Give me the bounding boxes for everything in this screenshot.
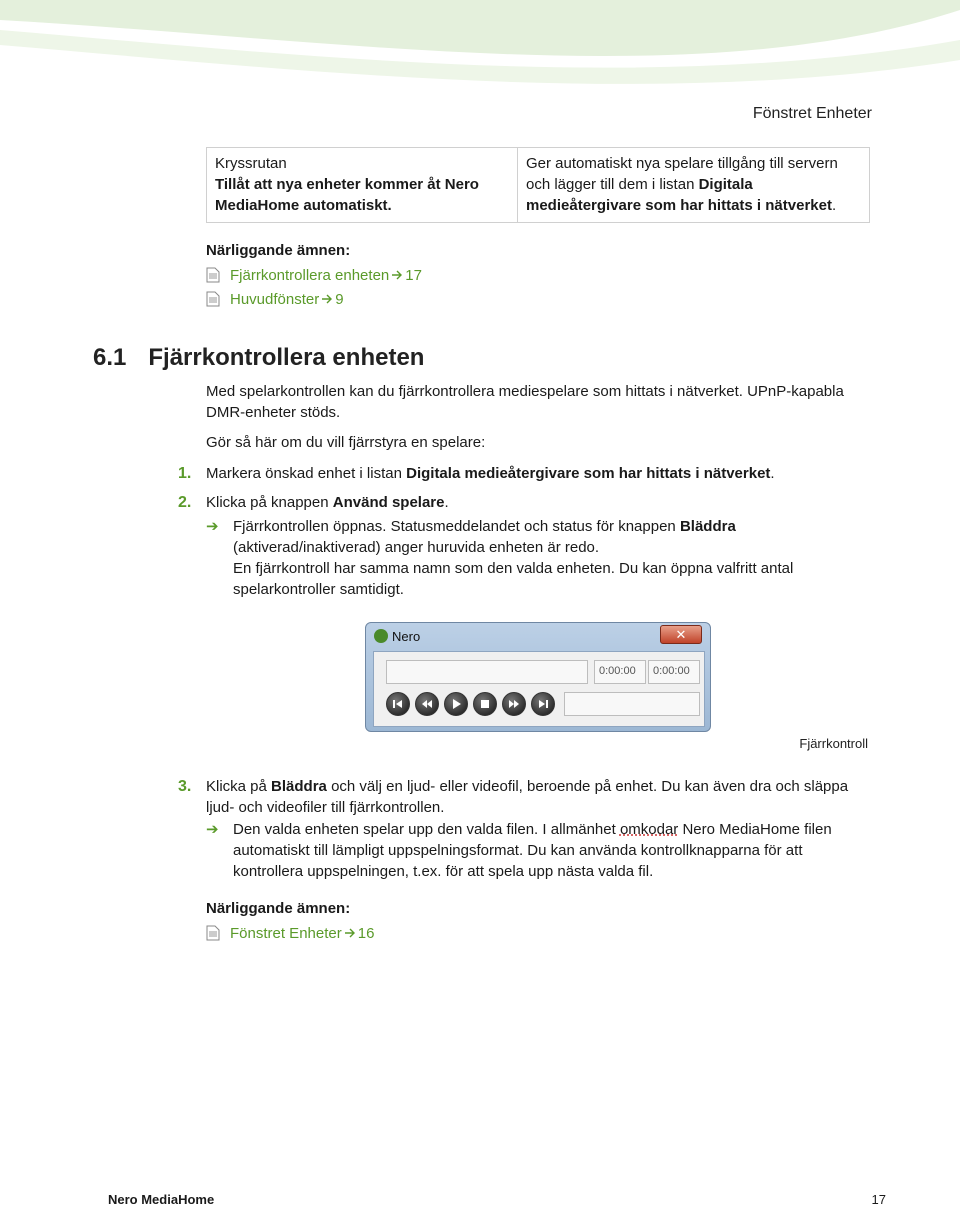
link-arrow-icon: [344, 927, 356, 939]
result-text: Den valda enheten spelar upp den valda filen. I allmänhet: [233, 821, 620, 838]
related-link-devices-window[interactable]: [206, 921, 374, 945]
rewind-icon: [421, 698, 433, 710]
step-tail: och välj en ljud- eller videofil, beroende på enhet. Du kan även dra och släppa ljud- och videofiler till fjärrkontrollen.: [206, 778, 849, 816]
window-title: Nero: [392, 629, 421, 644]
step-number: 3.: [178, 778, 192, 795]
stop-icon: [479, 698, 491, 710]
step-bold: Digitala medieåtergivare som har hittats i nätverket: [406, 465, 771, 482]
related-link-page: 17: [405, 266, 422, 284]
footer-page-number: 17: [871, 1192, 886, 1207]
option-type: Kryssrutan: [215, 155, 287, 172]
related-link-page: 9: [335, 290, 344, 308]
result-arrow-icon: ➔: [206, 518, 219, 535]
step-3: [178, 776, 868, 818]
stop-button[interactable]: [473, 692, 497, 716]
step-2: [178, 492, 868, 513]
footer-product: Nero MediaHome: [108, 1192, 215, 1207]
elapsed-time: 0:00:00: [599, 665, 636, 677]
related-link-label: Fönstret Enheter: [230, 924, 342, 942]
instruction-text: Gör så här om du vill fjärrstyra en spelare:: [206, 434, 486, 451]
play-icon: [450, 698, 462, 710]
close-button[interactable]: ✕: [660, 625, 702, 644]
chapter-heading: [93, 344, 424, 372]
options-table: [206, 147, 870, 223]
result-arrow-icon: ➔: [206, 821, 219, 838]
step-bold: Bläddra: [271, 778, 327, 795]
window-body: [373, 651, 705, 727]
skip-back-button[interactable]: [386, 692, 410, 716]
related-topics-heading: Närliggande ämnen:: [206, 242, 351, 259]
chapter-title: Fjärrkontrollera enheten: [148, 344, 425, 371]
result-1: [206, 516, 866, 600]
skip-back-icon: [392, 698, 404, 710]
related-topics-1: [206, 242, 422, 311]
result-note: En fjärrkontroll har samma namn som den valda enheten. Du kan öppna valfritt antal spelarkontroller samtidigt.: [233, 560, 794, 598]
skip-forward-button[interactable]: [531, 692, 555, 716]
result-text-2: Nero MediaHome filen automatiskt till lämpligt uppspelningsformat. Du kan använda kontrollknapparna för att kontrollera uppspelningen, t.ex. för att spela upp nästa valda fil.: [233, 821, 832, 880]
related-link-main-window[interactable]: [206, 287, 422, 311]
skip-forward-icon: [537, 698, 549, 710]
option-description-tail: .: [831, 197, 837, 214]
result-2: [206, 819, 866, 882]
table-cell-option: [207, 148, 518, 223]
step-text: Klicka på: [206, 778, 272, 795]
step-bold: Använd spelare: [332, 494, 445, 511]
total-time: 0:00:00: [653, 665, 690, 677]
rewind-button[interactable]: [415, 692, 439, 716]
table-cell-description: [518, 148, 870, 223]
step-tail: .: [770, 465, 775, 482]
play-button[interactable]: [444, 692, 468, 716]
related-link-page: 16: [357, 924, 375, 942]
link-arrow-icon: [321, 293, 333, 305]
link-arrow-icon: [391, 269, 403, 281]
step-tail: .: [444, 494, 449, 511]
nero-remote-window: [365, 622, 711, 732]
nero-logo-icon: [374, 629, 388, 643]
section-header: Fönstret Enheter: [752, 105, 872, 122]
result-text-2: (aktiverad/inaktiverad) anger huruvida enheten är redo.: [233, 539, 600, 556]
fast-forward-button[interactable]: [502, 692, 526, 716]
step-number: 1.: [178, 465, 192, 482]
step-number: 2.: [178, 494, 192, 511]
browse-field[interactable]: [564, 692, 700, 716]
related-link-label: Huvudfönster: [230, 290, 320, 308]
option-description: Ger automatiskt nya spelare tillgång till servern och lägger till dem i listan: [526, 155, 838, 193]
document-icon: [206, 925, 220, 941]
result-bold: Bläddra: [679, 518, 736, 535]
related-topics-heading: Närliggande ämnen:: [206, 900, 351, 917]
figure-caption: Fjärrkontroll: [799, 736, 868, 751]
intro-paragraph: Med spelarkontrollen kan du fjärrkontrollera mediespelare som hittats i nätverket. UPnP-kapabla DMR-enheter stöds.: [206, 383, 844, 421]
header-swoosh-decoration: [0, 0, 960, 95]
related-link-label: Fjärrkontrollera enheten: [230, 266, 390, 284]
related-topics-2: [206, 900, 374, 945]
step-1: [178, 463, 868, 484]
result-dotted-word: omkodar: [619, 821, 679, 838]
document-icon: [206, 291, 220, 307]
table-row: [207, 148, 870, 223]
option-description-bold: Digitala medieåtergivare som har hittats i nätverket: [526, 176, 832, 214]
fast-forward-icon: [508, 698, 520, 710]
status-field: [386, 660, 588, 684]
related-link-remote-control[interactable]: [206, 263, 422, 287]
chapter-number: 6.1: [93, 344, 127, 371]
option-name: Tillåt att nya enheter kommer åt Nero MediaHome automatiskt.: [215, 176, 479, 214]
document-icon: [206, 267, 220, 283]
step-text: Markera önskad enhet i listan: [206, 465, 407, 482]
result-text: Fjärrkontrollen öppnas. Statusmeddelandet och status för knappen: [233, 518, 680, 535]
step-text: Klicka på knappen: [206, 494, 333, 511]
